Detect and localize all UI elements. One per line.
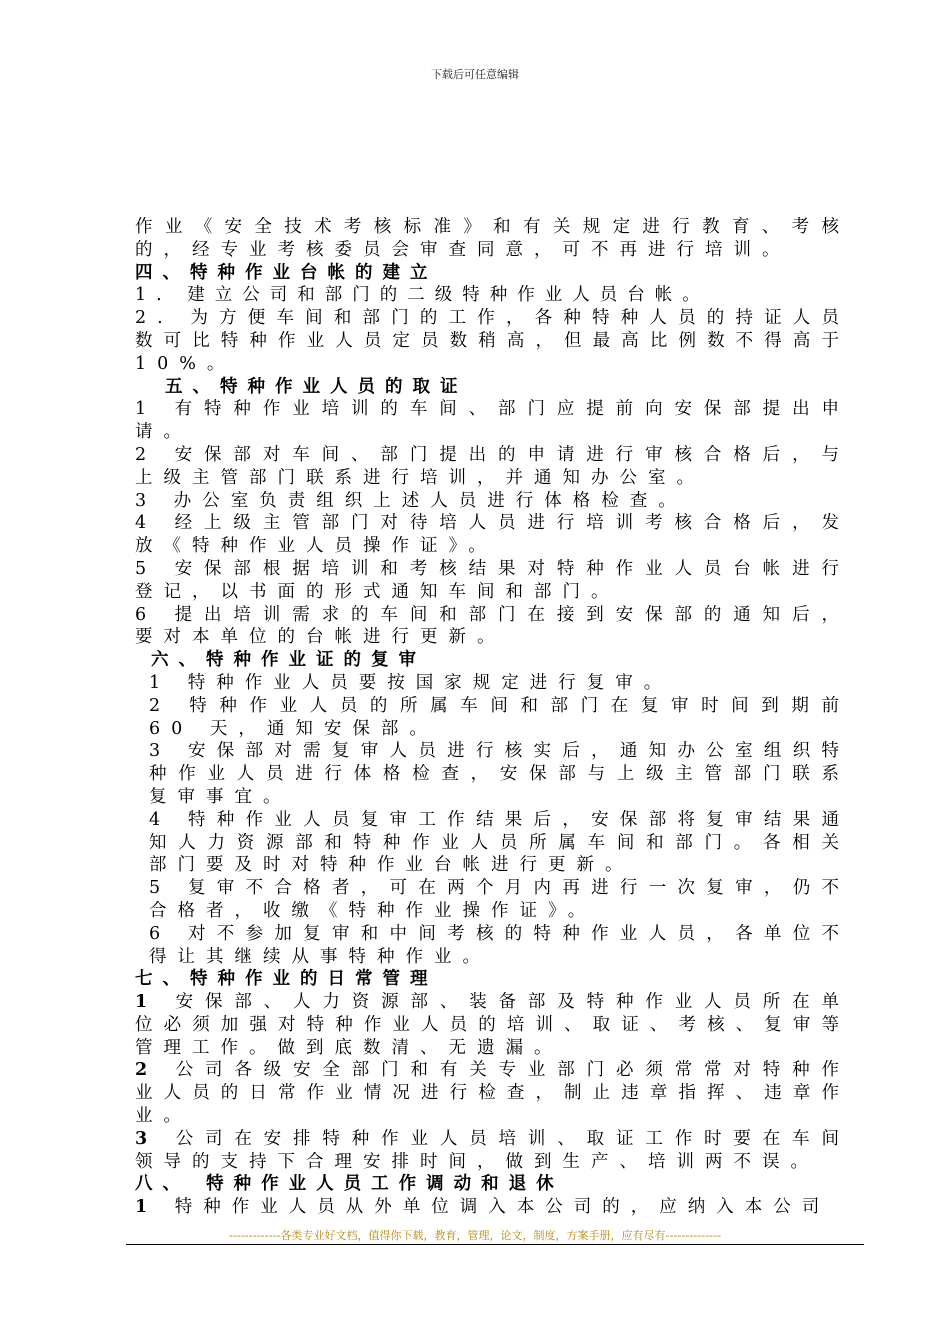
paragraph — [135, 1128, 850, 1174]
paragraph: 2 安保部对车间、部门提出的申请进行审核合格后，与上级主管部门联系进行培训，并通知办公室。 — [135, 444, 850, 488]
paragraph — [135, 1059, 850, 1127]
footer-rule — [126, 1244, 864, 1245]
item-number: 3 — [135, 1128, 159, 1149]
paragraph: 3 办公室负责组织上述人员进行体格检查。 — [135, 490, 687, 511]
section-heading: 七、特种作业的日常管理 — [135, 969, 438, 990]
paragraph: 作业《安全技术考核标准》和有关规定进行教育、考核的，经专业考核委员会审查同意，可不再进行培训。 — [135, 217, 850, 260]
paragraph: 5 复审不合格者，可在两个月内再进行一次复审，仍不合格者，收缴《特种作业操作证》。 — [149, 878, 850, 921]
paragraph: 4 经上级主管部门对待培人员进行培训考核合格后，发放《特种作业人员操作证》。 — [135, 513, 850, 557]
section-heading: 六、特种作业证的复审 — [151, 650, 426, 671]
item-text: 特种作业人员从外单位调入本公司的，应纳入本公司 — [174, 1197, 831, 1218]
paragraph: 6 对不参加复审和中间考核的特种作业人员，各单位不得让其继续从事特种作业。 — [149, 923, 850, 967]
paragraph: 1. 建立公司和部门的二级特种作业人员台帐。 — [135, 285, 710, 306]
section-heading: 五、特种作业人员的取证 — [165, 376, 468, 397]
item-text: 公司各级安全部门和有关专业部门必须常常对特种作业人员的日常作业情况进行检查，制止违章指挥、违章作业。 — [135, 1060, 850, 1127]
paragraph: 1 特种作业人员要按国家规定进行复审。 — [149, 672, 673, 693]
paragraph: 3 安保部对需复审人员进行核实后，通知办公室组织特种作业人员进行体格检查，安保部与上级主管部门联系复审事宜。 — [149, 741, 850, 807]
paragraph: 6 提出培训需求的车间和部门在接到安保部的通知后，要对本单位的台帐进行更新。 — [135, 604, 850, 648]
section-heading: 四、特种作业台帐的建立 — [135, 262, 438, 283]
paragraph: 2 特种作业人员的所属车间和部门在复审时间到期前 60 天，通知安保部。 — [149, 695, 850, 739]
section-heading: 八、 特种作业人员工作调动和退休 — [135, 1174, 564, 1195]
page-header: 下载后可任意编辑 — [431, 68, 519, 81]
paragraph — [135, 991, 850, 1059]
page-footer: -------------各类专业好文档，值得你下载，教育，管理，论文，制度，方案手册，应有尽有-------------- — [228, 1229, 722, 1242]
item-text: 公司在安排特种作业人员培训、取证工作时要在车间领导的支持下合理安排时间，做到生产、培训两不误。 — [135, 1128, 850, 1172]
item-number: 2 — [135, 1060, 159, 1081]
paragraph: 2. 为方便车间和部门的工作，各种特种人员的持证人员数可比特种作业人员定员数稍高，但最高比例数不得高于 10%。 — [135, 308, 850, 374]
paragraph — [135, 1196, 850, 1219]
paragraph: 5 安保部根据培训和考核结果对特种作业人员台帐进行登记，以书面的形式通知车间和部门。 — [135, 558, 850, 602]
item-number: 1 — [135, 992, 159, 1013]
item-number: 1 — [135, 1197, 159, 1218]
item-text: 安保部、人力资源部、装备部及特种作业人员所在单位必须加强对特种作业人员的培训、取证、考核、复审等管理工作。做到底数清、无遗漏。 — [135, 992, 850, 1058]
document-body — [135, 216, 850, 1219]
paragraph: 4 特种作业人员复审工作结果后，安保部将复审结果通知人力资源部和特种作业人员所属车间和部门。各相关部门要及时对特种作业台帐进行更新。 — [149, 809, 850, 876]
paragraph: 1 有特种作业培训的车间、部门应提前向安保部提出申请。 — [135, 399, 850, 443]
